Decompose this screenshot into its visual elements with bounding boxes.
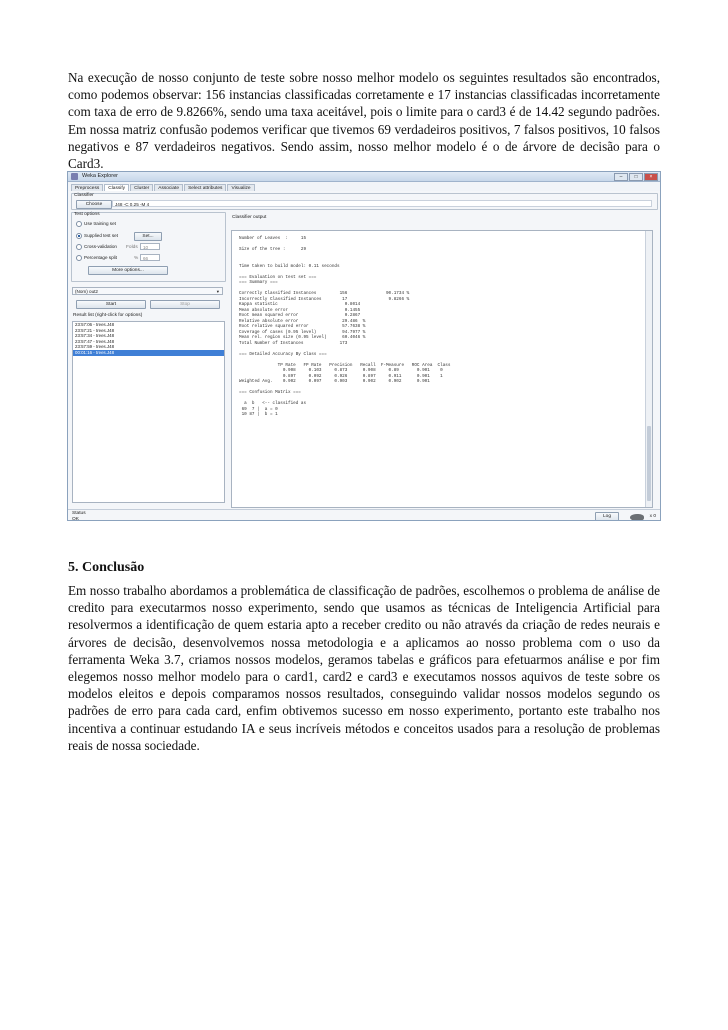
radio-label: Use training set	[84, 221, 116, 227]
result-item[interactable]: 23:57:06 - trees.J48	[75, 322, 115, 327]
output-scrollbar[interactable]	[645, 231, 652, 507]
tab-select-attributes[interactable]: Select attributes	[184, 184, 226, 192]
radio-indicator	[76, 221, 82, 227]
weka-bird-icon	[630, 514, 644, 521]
window-controls	[614, 173, 658, 181]
classifier-output-label: Classifier output	[232, 215, 267, 220]
weka-explorer-window	[67, 171, 661, 521]
weka-app-icon	[71, 173, 78, 180]
radio-use-training-set[interactable]	[76, 221, 116, 227]
result-list-label: Result list (right-click for options)	[73, 313, 143, 318]
folds-label: Folds	[126, 245, 138, 250]
tab-associate[interactable]: Associate	[154, 184, 183, 192]
radio-label: Cross-validation	[84, 244, 117, 250]
classifier-config-field[interactable]: J48 -C 0.25 -M 4	[112, 200, 652, 207]
radio-indicator	[76, 255, 82, 261]
window-title: Weka Explorer	[82, 173, 118, 179]
radio-label: Supplied test set	[84, 233, 118, 239]
result-item[interactable]: 23:57:47 - trees.J48	[75, 338, 115, 344]
test-options-label: Test options	[74, 212, 100, 217]
choose-button[interactable]: Choose	[76, 200, 112, 209]
result-item[interactable]: 23:57:21 - trees.J48	[75, 327, 115, 333]
window-titlebar	[68, 172, 660, 182]
status-label: Status	[72, 511, 86, 516]
chevron-down-icon: ▾	[216, 289, 219, 294]
status-value: OK	[72, 517, 79, 521]
result-list	[72, 321, 225, 503]
tab-visualize[interactable]: Visualize	[227, 184, 254, 192]
result-item[interactable]: 23:57:59 - trees.J48	[75, 344, 115, 350]
stop-button[interactable]: Stop	[150, 300, 220, 309]
result-item[interactable]: 23:57:34 - trees.J48	[75, 333, 115, 339]
radio-indicator	[76, 244, 82, 250]
result-item-selected[interactable]: 00:01:16 - trees.J48	[73, 350, 224, 356]
maximize-icon[interactable]: □	[629, 173, 643, 181]
start-button[interactable]: Start	[76, 300, 146, 309]
scrollbar-thumb[interactable]	[647, 426, 651, 501]
classify-panel	[68, 191, 660, 520]
tab-classify[interactable]: Classify	[104, 184, 129, 192]
status-bar	[68, 509, 660, 521]
radio-indicator	[76, 233, 82, 239]
close-icon[interactable]: ×	[644, 173, 658, 181]
radio-cross-validation[interactable]	[76, 244, 117, 250]
class-select-value: (Nom) out2	[75, 289, 98, 294]
classifier-label: Classifier	[74, 193, 94, 198]
tab-preprocess[interactable]: Preprocess	[71, 184, 103, 192]
tab-cluster[interactable]: Cluster	[130, 184, 153, 192]
percent-symbol: %	[134, 256, 139, 261]
percent-input[interactable]: 66	[140, 254, 160, 261]
section-heading: 5. Conclusão	[68, 560, 145, 575]
radio-percentage-split[interactable]	[76, 255, 117, 261]
more-options-button[interactable]: More options...	[88, 266, 168, 275]
log-button[interactable]: Log	[595, 512, 619, 521]
radio-label: Percentage split	[84, 255, 117, 261]
class-attribute-select[interactable]	[72, 287, 223, 295]
paragraph-conclusion: Em nosso trabalho abordamos a problemática de classificação de padrões, escolhemos o problema de análise de credito para executarmos nosso experimento, sendo que usamos as técnicas de Inteligencia Artificial para resolvermos a identificação de quem estaria apto a receber credito ou não através da criação de redes neurais e árvores de decisão, desenvolvemos nossa metodologia e a aplicamos ao nosso problema com o uso da ferramenta Weka 3.7, criamos nossos modelos, geramos tabelas e gráficos para efetuarmos análise e por fim elegemos nosso melhor modelo para o card1, card2 e card3 e executamos nossos aquivos de teste sobre os modelos eleitos e depois comparamos nossos resultados, conseguindo validar nossos modelos segundo os padrões de erro para cada card, enfim obtivemos sucesso em nosso experimento, portanto este trabalho nos incentiva a continuar estudando IA e seus incríveis métodos e conceitos usados para a resolução de problemas reais de nossa sociedade.	[68, 583, 660, 753]
folds-input[interactable]: 10	[140, 243, 160, 250]
radio-supplied-test-set[interactable]	[76, 233, 118, 239]
paragraph-results: Na execução de nosso conjunto de teste sobre nosso melhor modelo os seguintes resultados são encontrados, como podemos observar: 156 instancias classificadas corretamente e 17 instancias classificadas incorretamente com taxa de erro de 9.8266%, sendo uma taxa aceitável, pois o limite para o card3 é de 14.42 segundo padrões. Em nossa matriz confusão podemos verificar que tivemos 69 verdadeiros positivos, 7 falsos positivos, 10 falsos negativos e 87 verdadeiros negativos. Sendo assim, nosso melhor modelo é o de árvore de decisão para o Card3.	[68, 70, 660, 172]
minimize-icon[interactable]: –	[614, 173, 628, 181]
task-count: x 0	[649, 514, 656, 519]
set-button[interactable]: Set...	[134, 232, 162, 241]
classifier-output-text: Number of Leaves : 15 Size of the tree : 29 Time taken to build model: 0.11 seconds === Evaluation on test set === === Summary === Correctly Classified Instances 156 90.1734 % Incorrectly Classified Instances 17 9.8266 % Kappa statistic 0.8014 Mean absolute error 0.1455 Root mean squared error 0.2867 Relative absolute error 29.486 % Root relative squared error 57.7638 % Coverage of cases (0.95 level) 94.7977 % Mean rel. region size (0.95 level) 60.4046 % Total Number of Instances 173 === Detailed Accuracy By Class === TP Rate FP Rate Precision Recall F-Measure ROC Area Class 0.908 0.103 0.873 0.908 0.89 0.901 0 0.897 0.092 0.926 0.897 0.911 0.901 1 Weighted Avg. 0.902 0.097 0.903 0.902 0.902 0.901 === Confusion Matrix === a b <-- classified as 69 7 | a = 0 10 87 | b = 1	[239, 236, 451, 417]
classifier-output-panel[interactable]	[231, 230, 653, 508]
